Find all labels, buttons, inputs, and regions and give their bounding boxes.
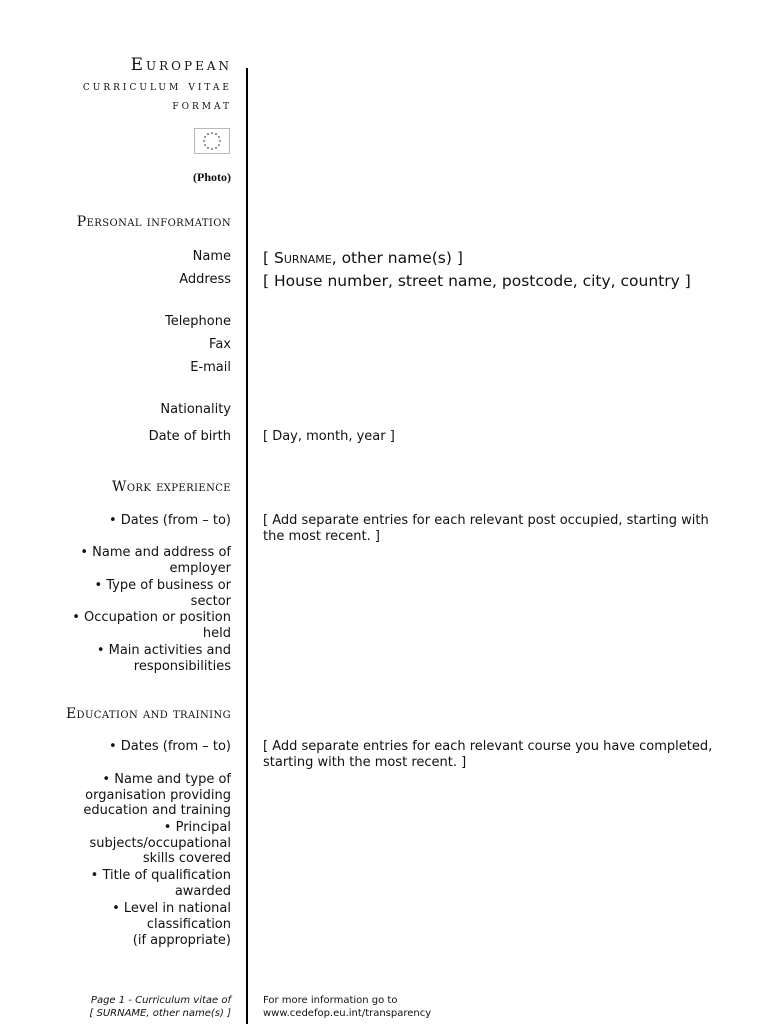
footer-info-link[interactable]: www.cedefop.eu.int/transparency xyxy=(263,1008,432,1019)
footer-info-line1: For more information go to xyxy=(263,995,398,1006)
flag-star xyxy=(207,147,209,149)
work-dates-value: [ Add separate entries for each relevant post occupied, starting with the most recent. ] xyxy=(263,513,709,544)
employer-label: • Name and address of employer xyxy=(80,545,231,576)
cv-header-format: format xyxy=(172,98,232,113)
flag-star xyxy=(215,133,217,135)
cv-header-title: European xyxy=(130,55,232,75)
eu-flag-icon xyxy=(194,128,230,154)
footer-page-line2: [ SURNAME, other name(s) ] xyxy=(89,1008,231,1019)
flag-star xyxy=(204,136,206,138)
business-type-label: • Type of business or sector xyxy=(94,578,231,609)
education-dates-label: • Dates (from – to) xyxy=(109,739,231,754)
email-label: E-mail xyxy=(190,360,231,375)
level-appropriate-label: (if appropriate) xyxy=(132,933,231,948)
flag-star xyxy=(218,144,220,146)
photo-label: (Photo) xyxy=(193,170,231,184)
date-of-birth-value: [ Day, month, year ] xyxy=(263,429,395,444)
education-dates-value: [ Add separate entries for each relevant course you have completed, starting with the most recent. ] xyxy=(263,739,713,770)
fax-label: Fax xyxy=(209,337,231,352)
section-personal-information: Personal information xyxy=(76,214,231,230)
address-value: [ House number, street name, postcode, city, country ] xyxy=(263,272,691,290)
flag-star xyxy=(215,147,217,149)
name-value: [ Surname, other name(s) ] xyxy=(263,249,463,267)
work-dates-label: • Dates (from – to) xyxy=(109,513,231,528)
footer-page-info xyxy=(31,994,231,1020)
telephone-label: Telephone xyxy=(164,314,231,329)
occupation-label: • Occupation or position held xyxy=(72,610,231,641)
date-of-birth-label: Date of birth xyxy=(148,429,231,444)
section-work-experience: Work experience xyxy=(112,479,231,495)
section-education-training: Education and training xyxy=(65,706,231,722)
nationality-label: Nationality xyxy=(160,402,231,417)
level-label: • Level in national classification xyxy=(112,901,231,932)
footer-more-info xyxy=(263,994,563,1020)
column-divider xyxy=(246,68,248,1024)
flag-star xyxy=(211,132,213,134)
footer-page-line1: Page 1 - Curriculum vitae of xyxy=(90,995,231,1006)
name-label: Name xyxy=(192,249,231,264)
flag-star xyxy=(211,148,213,150)
flag-star xyxy=(218,136,220,138)
cv-header-subtitle: curriculum vitae xyxy=(82,79,232,94)
subjects-label: • Principal subjects/occupational skills covered xyxy=(89,820,231,866)
organisation-label: • Name and type of organisation providing education and training xyxy=(83,772,231,818)
activities-label: • Main activities and responsibilities xyxy=(96,643,231,674)
flag-star xyxy=(219,140,221,142)
address-label: Address xyxy=(179,272,231,287)
qualification-label: • Title of qualification awarded xyxy=(90,868,231,899)
flag-star xyxy=(204,144,206,146)
flag-star xyxy=(203,140,205,142)
flag-star xyxy=(207,133,209,135)
